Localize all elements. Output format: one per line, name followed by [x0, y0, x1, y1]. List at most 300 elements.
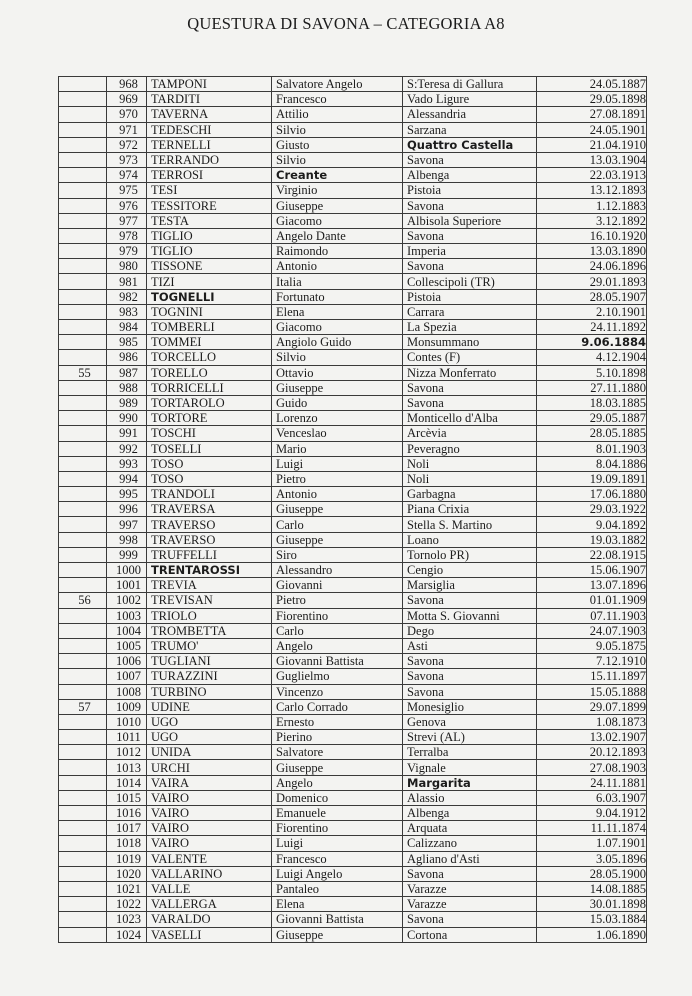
birth-date-cell: 7.12.1910: [537, 654, 647, 669]
table-row: [59, 608, 647, 623]
first-name-cell: Mario: [272, 441, 403, 456]
birth-date-cell: 27.08.1903: [537, 760, 647, 775]
surname-cell: TORTORE: [147, 411, 272, 426]
birth-date-cell: 28.05.1907: [537, 289, 647, 304]
group-number-cell: [59, 502, 107, 517]
first-name-cell: Giuseppe: [272, 760, 403, 775]
first-name-cell: Pietro: [272, 593, 403, 608]
surname-cell: TREVISAN: [147, 593, 272, 608]
table-row: [59, 927, 647, 942]
first-name-cell: Antonio: [272, 487, 403, 502]
surname-cell: VAIRO: [147, 821, 272, 836]
birthplace-cell: Dego: [403, 623, 537, 638]
birthplace-cell: Savona: [403, 669, 537, 684]
group-number-cell: [59, 213, 107, 228]
table-row: [59, 122, 647, 137]
record-number-cell: 1002: [107, 593, 147, 608]
record-number-cell: 998: [107, 532, 147, 547]
first-name-cell: Luigi: [272, 836, 403, 851]
birthplace-cell: Nizza Monferrato: [403, 365, 537, 380]
record-number-cell: 974: [107, 168, 147, 183]
table-row: [59, 274, 647, 289]
birthplace-cell: Motta S. Giovanni: [403, 608, 537, 623]
surname-cell: TORRICELLI: [147, 380, 272, 395]
surname-cell: TOGNINI: [147, 304, 272, 319]
first-name-cell: Giuseppe: [272, 502, 403, 517]
group-number-cell: [59, 77, 107, 92]
record-number-cell: 1021: [107, 881, 147, 896]
group-number-cell: [59, 714, 107, 729]
group-number-cell: [59, 152, 107, 167]
first-name-cell: Salvatore: [272, 745, 403, 760]
first-name-cell: Giuseppe: [272, 532, 403, 547]
group-number-cell: [59, 638, 107, 653]
birthplace-cell: Strevi (AL): [403, 730, 537, 745]
birthplace-cell: Collescipoli (TR): [403, 274, 537, 289]
first-name-cell: Guglielmo: [272, 669, 403, 684]
surname-cell: VARALDO: [147, 912, 272, 927]
group-number-cell: [59, 927, 107, 942]
surname-cell: URCHI: [147, 760, 272, 775]
birth-date-cell: 6.03.1907: [537, 790, 647, 805]
table-row: [59, 411, 647, 426]
table-row: [59, 183, 647, 198]
surname-cell: TUGLIANI: [147, 654, 272, 669]
birthplace-cell: Sarzana: [403, 122, 537, 137]
record-number-cell: 975: [107, 183, 147, 198]
record-number-cell: 1011: [107, 730, 147, 745]
birthplace-cell: Quattro Castella: [403, 137, 537, 152]
group-number-cell: [59, 304, 107, 319]
first-name-cell: Francesco: [272, 92, 403, 107]
first-name-cell: Silvio: [272, 152, 403, 167]
table-row: [59, 745, 647, 760]
record-number-cell: 1017: [107, 821, 147, 836]
birthplace-cell: Loano: [403, 532, 537, 547]
table-row: [59, 623, 647, 638]
birthplace-cell: La Spezia: [403, 320, 537, 335]
birthplace-cell: Margarita: [403, 775, 537, 790]
group-number-cell: [59, 608, 107, 623]
first-name-cell: Giacomo: [272, 320, 403, 335]
table-row: [59, 654, 647, 669]
surname-cell: TROMBETTA: [147, 623, 272, 638]
record-number-cell: 1014: [107, 775, 147, 790]
record-number-cell: 988: [107, 380, 147, 395]
table-row: [59, 866, 647, 881]
birthplace-cell: Piana Crixia: [403, 502, 537, 517]
record-number-cell: 1000: [107, 563, 147, 578]
first-name-cell: Venceslao: [272, 426, 403, 441]
group-number-cell: [59, 760, 107, 775]
birthplace-cell: Peveragno: [403, 441, 537, 456]
first-name-cell: Fortunato: [272, 289, 403, 304]
group-number-cell: [59, 259, 107, 274]
birth-date-cell: 15.03.1884: [537, 912, 647, 927]
record-number-cell: 1005: [107, 638, 147, 653]
birthplace-cell: Cortona: [403, 927, 537, 942]
surname-cell: TORELLO: [147, 365, 272, 380]
record-number-cell: 1012: [107, 745, 147, 760]
first-name-cell: Fiorentino: [272, 821, 403, 836]
surname-cell: TURBINO: [147, 684, 272, 699]
group-number-cell: [59, 320, 107, 335]
record-number-cell: 986: [107, 350, 147, 365]
record-number-cell: 982: [107, 289, 147, 304]
first-name-cell: Alessandro: [272, 563, 403, 578]
group-number-cell: [59, 897, 107, 912]
birth-date-cell: 1.08.1873: [537, 714, 647, 729]
group-number-cell: [59, 669, 107, 684]
table-row: [59, 304, 647, 319]
table-row: [59, 456, 647, 471]
first-name-cell: Fiorentino: [272, 608, 403, 623]
first-name-cell: Carlo: [272, 517, 403, 532]
record-number-cell: 999: [107, 547, 147, 562]
birth-date-cell: 24.05.1887: [537, 77, 647, 92]
table-row: [59, 395, 647, 410]
first-name-cell: Giovanni Battista: [272, 654, 403, 669]
birthplace-cell: Arquata: [403, 821, 537, 836]
table-row: [59, 836, 647, 851]
group-number-cell: 57: [59, 699, 107, 714]
table-row: [59, 517, 647, 532]
birth-date-cell: 2.10.1901: [537, 304, 647, 319]
group-number-cell: [59, 745, 107, 760]
group-number-cell: [59, 335, 107, 350]
birth-date-cell: 07.11.1903: [537, 608, 647, 623]
record-number-cell: 1010: [107, 714, 147, 729]
record-number-cell: 985: [107, 335, 147, 350]
first-name-cell: Antonio: [272, 259, 403, 274]
birth-date-cell: 22.08.1915: [537, 547, 647, 562]
birth-date-cell: 01.01.1909: [537, 593, 647, 608]
surname-cell: TEDESCHI: [147, 122, 272, 137]
group-number-cell: [59, 806, 107, 821]
table-row: [59, 699, 647, 714]
record-number-cell: 1022: [107, 897, 147, 912]
birth-date-cell: 3.12.1892: [537, 213, 647, 228]
first-name-cell: Vincenzo: [272, 684, 403, 699]
first-name-cell: Silvio: [272, 122, 403, 137]
record-number-cell: 1023: [107, 912, 147, 927]
first-name-cell: Francesco: [272, 851, 403, 866]
group-number-cell: [59, 578, 107, 593]
surname-cell: TRANDOLI: [147, 487, 272, 502]
surname-cell: UGO: [147, 730, 272, 745]
first-name-cell: Giovanni Battista: [272, 912, 403, 927]
birth-date-cell: 29.03.1922: [537, 502, 647, 517]
table-row: [59, 851, 647, 866]
surname-cell: TESTA: [147, 213, 272, 228]
birth-date-cell: 16.10.1920: [537, 228, 647, 243]
birthplace-cell: Cengio: [403, 563, 537, 578]
birth-date-cell: 3.05.1896: [537, 851, 647, 866]
birth-date-cell: 28.05.1885: [537, 426, 647, 441]
record-number-cell: 968: [107, 77, 147, 92]
birth-date-cell: 13.07.1896: [537, 578, 647, 593]
surname-cell: TIGLIO: [147, 228, 272, 243]
first-name-cell: Lorenzo: [272, 411, 403, 426]
birth-date-cell: 4.12.1904: [537, 350, 647, 365]
birth-date-cell: 13.02.1907: [537, 730, 647, 745]
first-name-cell: Luigi: [272, 456, 403, 471]
surname-cell: UNIDA: [147, 745, 272, 760]
group-number-cell: [59, 654, 107, 669]
record-number-cell: 976: [107, 198, 147, 213]
birthplace-cell: Savona: [403, 228, 537, 243]
birth-date-cell: 15.06.1907: [537, 563, 647, 578]
birthplace-cell: Albenga: [403, 168, 537, 183]
record-number-cell: 1001: [107, 578, 147, 593]
surname-cell: TESSITORE: [147, 198, 272, 213]
group-number-cell: [59, 168, 107, 183]
record-number-cell: 991: [107, 426, 147, 441]
record-number-cell: 1004: [107, 623, 147, 638]
group-number-cell: [59, 456, 107, 471]
surname-cell: TERNELLI: [147, 137, 272, 152]
birthplace-cell: Tornolo PR): [403, 547, 537, 562]
group-number-cell: [59, 198, 107, 213]
table-row: [59, 547, 647, 562]
first-name-cell: Virginio: [272, 183, 403, 198]
group-number-cell: [59, 228, 107, 243]
birth-date-cell: 24.11.1881: [537, 775, 647, 790]
birth-date-cell: 24.06.1896: [537, 259, 647, 274]
birth-date-cell: 27.11.1880: [537, 380, 647, 395]
surname-cell: TERRANDO: [147, 152, 272, 167]
first-name-cell: Angiolo Guido: [272, 335, 403, 350]
table-row: [59, 77, 647, 92]
first-name-cell: Elena: [272, 304, 403, 319]
birth-date-cell: 24.05.1901: [537, 122, 647, 137]
surname-cell: TRUMO': [147, 638, 272, 653]
group-number-cell: [59, 836, 107, 851]
birthplace-cell: Contes (F): [403, 350, 537, 365]
record-number-cell: 977: [107, 213, 147, 228]
surname-cell: VALLE: [147, 881, 272, 896]
group-number-cell: [59, 395, 107, 410]
birth-date-cell: 13.03.1904: [537, 152, 647, 167]
first-name-cell: Giacomo: [272, 213, 403, 228]
record-number-cell: 980: [107, 259, 147, 274]
birthplace-cell: Garbagna: [403, 487, 537, 502]
group-number-cell: [59, 881, 107, 896]
first-name-cell: Ottavio: [272, 365, 403, 380]
record-number-cell: 997: [107, 517, 147, 532]
group-number-cell: 56: [59, 593, 107, 608]
first-name-cell: Pierino: [272, 730, 403, 745]
first-name-cell: Giuseppe: [272, 198, 403, 213]
birthplace-cell: Monticello d'Alba: [403, 411, 537, 426]
record-number-cell: 992: [107, 441, 147, 456]
record-number-cell: 1007: [107, 669, 147, 684]
table-row: [59, 714, 647, 729]
group-number-cell: [59, 274, 107, 289]
first-name-cell: Raimondo: [272, 244, 403, 259]
table-row: [59, 259, 647, 274]
birthplace-cell: Alassio: [403, 790, 537, 805]
table-row: [59, 152, 647, 167]
table-row: [59, 137, 647, 152]
first-name-cell: Emanuele: [272, 806, 403, 821]
group-number-cell: [59, 912, 107, 927]
birthplace-cell: Marsiglia: [403, 578, 537, 593]
record-number-cell: 1016: [107, 806, 147, 821]
group-number-cell: 55: [59, 365, 107, 380]
first-name-cell: Salvatore Angelo: [272, 77, 403, 92]
record-number-cell: 1003: [107, 608, 147, 623]
surname-cell: VASELLI: [147, 927, 272, 942]
birthplace-cell: Monsummano: [403, 335, 537, 350]
first-name-cell: Silvio: [272, 350, 403, 365]
record-number-cell: 1024: [107, 927, 147, 942]
first-name-cell: Carlo Corrado: [272, 699, 403, 714]
surname-cell: VAIRO: [147, 806, 272, 821]
group-number-cell: [59, 244, 107, 259]
table-row: [59, 92, 647, 107]
surname-cell: VALENTE: [147, 851, 272, 866]
record-number-cell: 983: [107, 304, 147, 319]
first-name-cell: Domenico: [272, 790, 403, 805]
first-name-cell: Giovanni: [272, 578, 403, 593]
surname-cell: TORTAROLO: [147, 395, 272, 410]
record-number-cell: 1018: [107, 836, 147, 851]
surname-cell: TOGNELLI: [147, 289, 272, 304]
birthplace-cell: Savona: [403, 684, 537, 699]
surname-cell: TOSO: [147, 471, 272, 486]
register-table: [58, 76, 647, 943]
group-number-cell: [59, 775, 107, 790]
first-name-cell: Angelo: [272, 638, 403, 653]
group-number-cell: [59, 426, 107, 441]
surname-cell: TERROSI: [147, 168, 272, 183]
table-row: [59, 228, 647, 243]
birthplace-cell: Savona: [403, 198, 537, 213]
surname-cell: TOMBERLI: [147, 320, 272, 335]
table-row: [59, 881, 647, 896]
group-number-cell: [59, 107, 107, 122]
group-number-cell: [59, 684, 107, 699]
table-row: [59, 365, 647, 380]
record-number-cell: 1019: [107, 851, 147, 866]
table-row: [59, 730, 647, 745]
group-number-cell: [59, 623, 107, 638]
table-row: [59, 380, 647, 395]
birthplace-cell: Carrara: [403, 304, 537, 319]
birthplace-cell: Savona: [403, 259, 537, 274]
group-number-cell: [59, 866, 107, 881]
record-number-cell: 969: [107, 92, 147, 107]
first-name-cell: Angelo Dante: [272, 228, 403, 243]
birth-date-cell: 1.07.1901: [537, 836, 647, 851]
group-number-cell: [59, 547, 107, 562]
group-number-cell: [59, 821, 107, 836]
table-row: [59, 350, 647, 365]
group-number-cell: [59, 441, 107, 456]
birthplace-cell: Noli: [403, 471, 537, 486]
birthplace-cell: Alessandria: [403, 107, 537, 122]
birth-date-cell: 20.12.1893: [537, 745, 647, 760]
birthplace-cell: Savona: [403, 654, 537, 669]
table-row: [59, 563, 647, 578]
first-name-cell: Guido: [272, 395, 403, 410]
birth-date-cell: 19.09.1891: [537, 471, 647, 486]
birthplace-cell: Albenga: [403, 806, 537, 821]
record-number-cell: 993: [107, 456, 147, 471]
record-number-cell: 970: [107, 107, 147, 122]
page-title: QUESTURA DI SAVONA – CATEGORIA A8: [187, 14, 505, 33]
birthplace-cell: Varazze: [403, 881, 537, 896]
surname-cell: VAIRO: [147, 836, 272, 851]
surname-cell: TRENTAROSSI: [147, 563, 272, 578]
birth-date-cell: 24.11.1892: [537, 320, 647, 335]
first-name-cell: Creante: [272, 168, 403, 183]
group-number-cell: [59, 517, 107, 532]
record-number-cell: 1006: [107, 654, 147, 669]
birth-date-cell: 15.05.1888: [537, 684, 647, 699]
birthplace-cell: S:Teresa di Gallura: [403, 77, 537, 92]
birthplace-cell: Vignale: [403, 760, 537, 775]
table-row: [59, 593, 647, 608]
table-row: [59, 821, 647, 836]
birthplace-cell: Asti: [403, 638, 537, 653]
table-row: [59, 471, 647, 486]
first-name-cell: Italia: [272, 274, 403, 289]
birthplace-cell: Stella S. Martino: [403, 517, 537, 532]
birth-date-cell: 8.01.1903: [537, 441, 647, 456]
table-row: [59, 897, 647, 912]
table-row: [59, 502, 647, 517]
birthplace-cell: Savona: [403, 866, 537, 881]
group-number-cell: [59, 183, 107, 198]
birth-date-cell: 17.06.1880: [537, 487, 647, 502]
first-name-cell: Pietro: [272, 471, 403, 486]
surname-cell: UGO: [147, 714, 272, 729]
surname-cell: TESI: [147, 183, 272, 198]
table-row: [59, 638, 647, 653]
birth-date-cell: 29.07.1899: [537, 699, 647, 714]
first-name-cell: Attilio: [272, 107, 403, 122]
first-name-cell: Pantaleo: [272, 881, 403, 896]
table-row: [59, 487, 647, 502]
birth-date-cell: 18.03.1885: [537, 395, 647, 410]
group-number-cell: [59, 380, 107, 395]
surname-cell: TAVERNA: [147, 107, 272, 122]
birth-date-cell: 9.06.1884: [537, 335, 647, 350]
group-number-cell: [59, 350, 107, 365]
table-row: [59, 669, 647, 684]
birth-date-cell: 28.05.1900: [537, 866, 647, 881]
group-number-cell: [59, 137, 107, 152]
birthplace-cell: Genova: [403, 714, 537, 729]
group-number-cell: [59, 289, 107, 304]
birthplace-cell: Savona: [403, 152, 537, 167]
group-number-cell: [59, 851, 107, 866]
group-number-cell: [59, 487, 107, 502]
record-number-cell: 979: [107, 244, 147, 259]
surname-cell: TIZI: [147, 274, 272, 289]
birth-date-cell: 11.11.1874: [537, 821, 647, 836]
group-number-cell: [59, 122, 107, 137]
surname-cell: TIGLIO: [147, 244, 272, 259]
surname-cell: TRUFFELLI: [147, 547, 272, 562]
table-row: [59, 578, 647, 593]
record-number-cell: 995: [107, 487, 147, 502]
birth-date-cell: 9.05.1875: [537, 638, 647, 653]
record-number-cell: 981: [107, 274, 147, 289]
birth-date-cell: 27.08.1891: [537, 107, 647, 122]
